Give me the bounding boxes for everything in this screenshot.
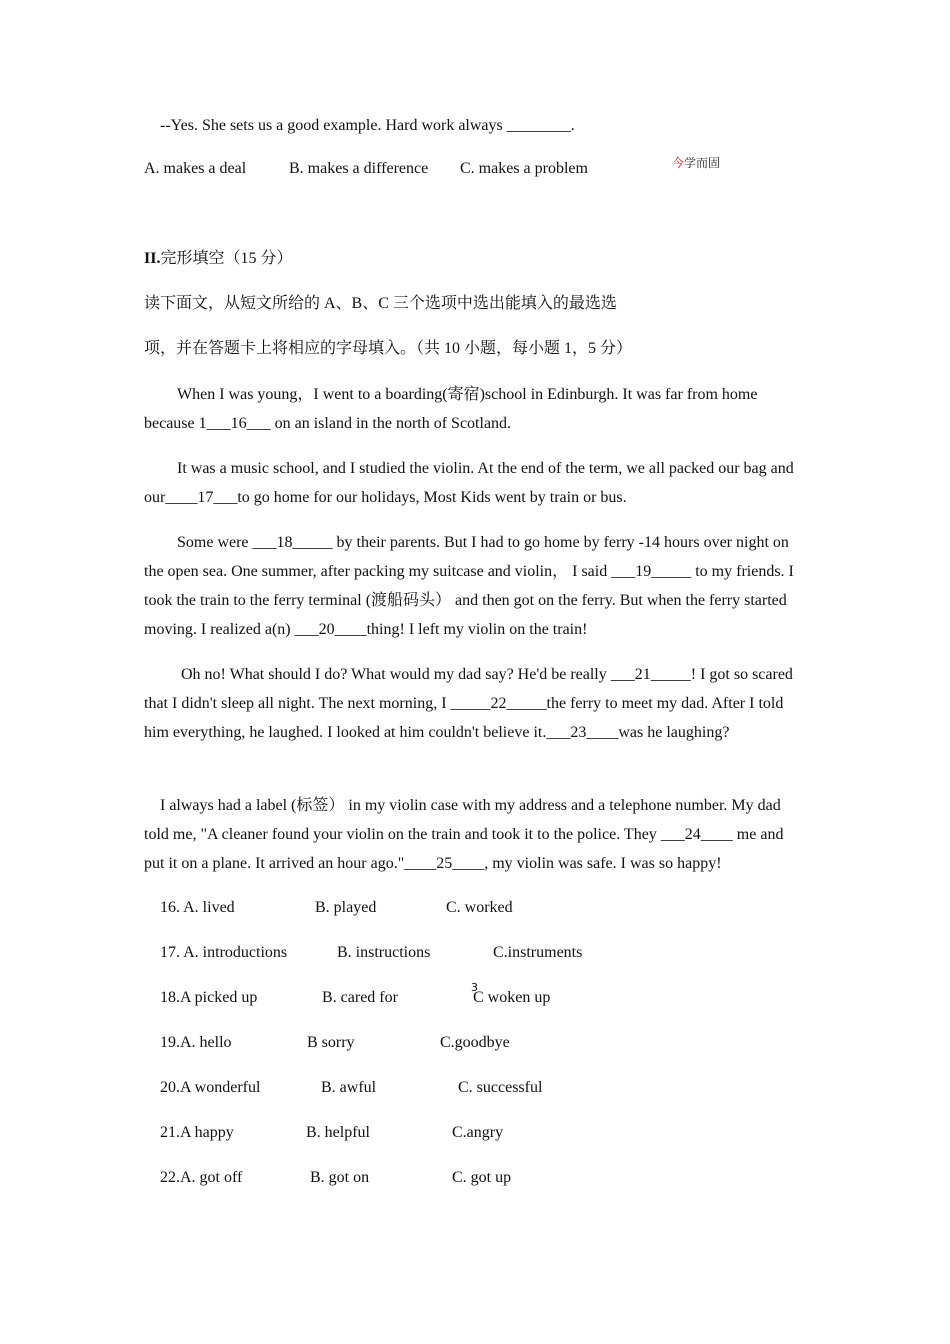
passage-paragraph-3: Some were ___18_____ by their parents. But I had to go home by ferry -14 hours over night on the open sea. One summer, after packing my suitcase and violin， I said ___19_____ to my friends. I took the train to the ferry terminal (渡船码头） and then got on the ferry. But when the ferry started moving. I realized a(n) ___20____thing! I left my violin on the train! <box>144 534 794 638</box>
passage-paragraph-4: Oh no! What should I do? What would my dad say? He'd be really ___21_____! I got so scared that I didn't sleep all night. The next morning, I _____22_____the ferry to meet my dad. After I told him everything, he laughed. I looked at him couldn't believe it.___23____was he laughing? <box>144 666 793 741</box>
page-number: 3 <box>471 981 478 994</box>
section-number: II. <box>144 250 161 267</box>
option-a: A. makes a deal <box>144 160 247 177</box>
option-b: B. makes a difference <box>289 160 429 177</box>
watermark-red-char: 今 <box>672 156 685 170</box>
passage-paragraph-5: I always had a label (标签） in my violin case with my address and a telephone number. My dad told me, "A cleaner found your violin on the train and took it to the police. They ___24____ me and put it on a plane. It arrived an hour ago."____25____, my violin was safe. I was so happy! <box>144 797 784 872</box>
passage-paragraph-1: When I was young，I went to a boarding(寄宿)school in Edinburgh. It was far from home because 1___16___ on an island in the north of Scotland. <box>144 386 758 432</box>
instruction-line-1: 读下面文，从短文所给的 A、B、C 三个选项中选出能填入的最选选 <box>144 295 617 312</box>
watermark <box>672 154 720 171</box>
dialogue-line: --Yes. She sets us a good example. Hard work always ________. <box>160 117 575 134</box>
section-title: 完形填空（15 分） <box>160 250 293 267</box>
section-heading <box>144 249 292 269</box>
watermark-text: 学而固 <box>684 156 721 170</box>
instruction-line-2: 项，并在答题卡上将相应的字母填入。（共 10 小题，每小题 1，5 分） <box>144 340 633 357</box>
passage-paragraph-2: It was a music school, and I studied the violin. At the end of the term, we all packed our bag and our____17___to go home for our holidays, Most Kids went by train or bus. <box>144 460 794 506</box>
option-c: C. makes a problem <box>460 160 588 177</box>
